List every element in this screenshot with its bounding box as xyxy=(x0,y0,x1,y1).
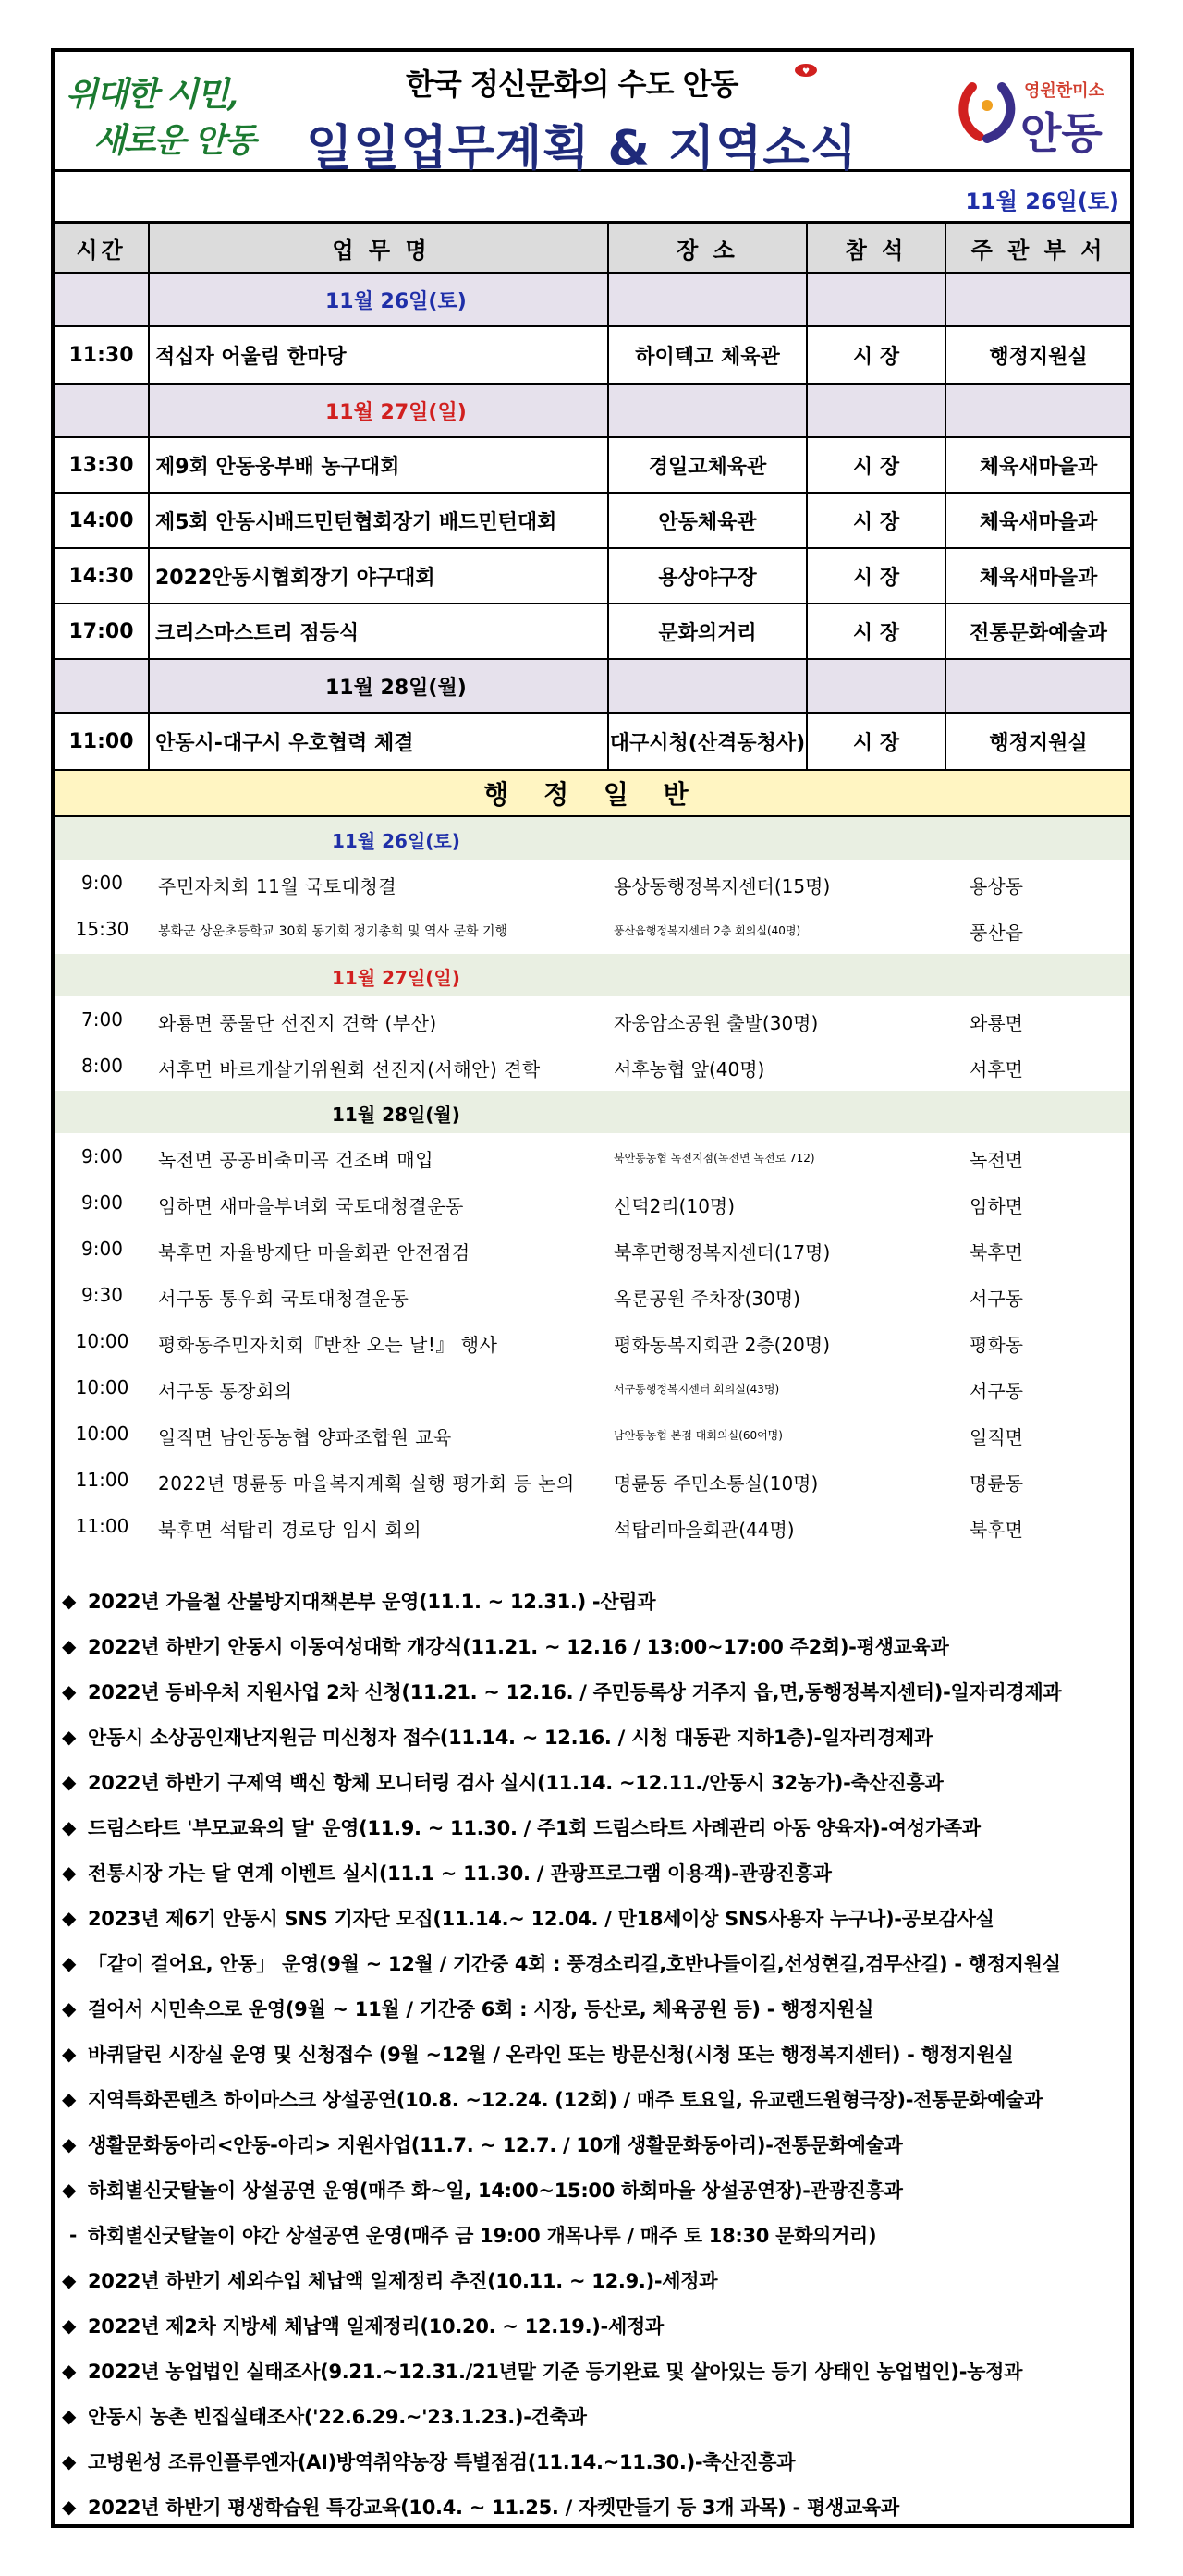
general-dept: 서구동 xyxy=(970,1288,1023,1310)
general-row xyxy=(55,906,1130,952)
column-header-attendee: 참 석 xyxy=(808,224,946,272)
general-place: 풍산읍행정복지센터 2층 회의실(40명) xyxy=(614,924,801,937)
day-row xyxy=(55,660,1130,714)
notice-text: 고병원성 조류인플루엔자(AI)방역취약농장 특별점검(11.14.~11.30.)-축산진흥과 xyxy=(88,2451,796,2473)
general-row xyxy=(55,1133,1130,1179)
day-label: 11월 26일(토) xyxy=(150,274,609,325)
notice-item xyxy=(62,1760,1125,1804)
row-task: 2022안동시협회장기 야구대회 xyxy=(150,549,609,603)
general-row xyxy=(55,996,1130,1043)
diamond-bullet-icon: ◆ xyxy=(62,2179,77,2201)
notice-text: 안동시 농촌 빈집실태조사('22.6.29.~'23.1.23.)-건축과 xyxy=(88,2406,587,2428)
general-dept: 명륜동 xyxy=(970,1472,1023,1495)
row-task: 제9회 안동웅부배 농구대회 xyxy=(150,438,609,492)
diamond-bullet-icon: ◆ xyxy=(62,2360,77,2382)
general-place: 북후면행정복지센터(17명) xyxy=(614,1241,831,1264)
notice-text: 2022년 농업법인 실태조사(9.21.~12.31./21년말 기준 등기완료 및 살아있는 등기 상태인 농업법인)-농정과 xyxy=(88,2361,1023,2383)
day-label: 11월 27일(일) xyxy=(150,385,609,436)
general-task: 평화동주민자치회『반찬 오는 날!』 행사 xyxy=(158,1334,498,1356)
diamond-bullet-icon: ◆ xyxy=(62,1635,77,1657)
general-day-label: 11월 27일(일) xyxy=(332,967,460,989)
row-attendee: 시 장 xyxy=(808,714,946,769)
notice-item xyxy=(62,1624,1125,1668)
diamond-bullet-icon: ◆ xyxy=(62,1862,77,1884)
diamond-bullet-icon: ◆ xyxy=(62,2314,77,2337)
general-place: 용상동행정복지센터(15명) xyxy=(614,875,831,897)
notice-text: 생활문화동아리<안동-아리> 지원사업(11.7. ~ 12.7. / 10개 생활문화동아리)-전통문화예술과 xyxy=(88,2134,903,2156)
general-task: 일직면 남안동농협 양파조합원 교육 xyxy=(158,1426,452,1448)
general-task: 2022년 명륜동 마을복지계획 실행 평가회 등 논의 xyxy=(158,1472,575,1495)
general-dept: 평화동 xyxy=(970,1334,1023,1356)
general-task: 와룡면 풍물단 선진지 견학 (부산) xyxy=(158,1012,437,1034)
table-row xyxy=(55,714,1130,771)
notice-item xyxy=(62,1715,1125,1759)
general-task: 서후면 바르게살기위원회 선진지(서해안) 견학 xyxy=(158,1058,541,1080)
day-label: 11월 28일(월) xyxy=(150,660,609,712)
general-time: 9:00 xyxy=(81,1145,123,1167)
notice-text: 2022년 하반기 세외수입 체납액 일제정리 추진(10.11. ~ 12.9.)-세정과 xyxy=(88,2270,718,2292)
general-place: 옥룬공원 주차장(30명) xyxy=(614,1288,800,1310)
row-place: 안동체육관 xyxy=(609,494,808,547)
column-header-task: 업 무 명 xyxy=(150,224,609,272)
day-row xyxy=(55,274,1130,327)
general-dept: 북후면 xyxy=(970,1519,1023,1541)
general-row xyxy=(55,1272,1130,1318)
table-row xyxy=(55,549,1130,604)
row-dept: 체육새마을과 xyxy=(979,455,1098,479)
general-time: 9:00 xyxy=(81,1238,123,1260)
row-task: 적십자 어울림 한마당 xyxy=(150,327,609,383)
general-day-row xyxy=(55,817,1130,860)
notice-item xyxy=(62,1669,1125,1714)
general-time: 11:00 xyxy=(75,1515,129,1537)
diamond-bullet-icon: ◆ xyxy=(62,1907,77,1929)
column-header-time: 시간 xyxy=(55,224,150,272)
notice-text: 하회별신굿탈놀이 상설공연 운영(매주 화~일, 14:00~15:00 하회마을 상설공연장)-관광진흥과 xyxy=(88,2179,903,2202)
current-date: 11월 26일(토) xyxy=(965,189,1119,214)
diamond-bullet-icon: ◆ xyxy=(62,2450,77,2472)
general-place: 서후농협 앞(40명) xyxy=(614,1058,765,1080)
notice-text: 드림스타트 '부모교육의 달' 운영(11.9. ~ 11.30. / 주1회 드림스타트 사례관리 아동 양육자)-여성가족과 xyxy=(88,1817,981,1839)
row-task: 안동시-대구시 우호협력 체결 xyxy=(150,714,609,769)
row-time: 14:30 xyxy=(55,549,150,603)
diamond-bullet-icon: ◆ xyxy=(62,1590,77,1612)
general-dept: 일직면 xyxy=(970,1426,1023,1448)
diamond-bullet-icon: ◆ xyxy=(62,2405,77,2427)
notice-text: 하회별신굿탈놀이 야간 상설공연 운영(매주 금 19:00 개목나루 / 매주 토 18:30 문화의거리) xyxy=(88,2225,877,2247)
general-task: 북후면 자율방재단 마을회관 안전점검 xyxy=(158,1241,470,1264)
notice-item xyxy=(62,1850,1125,1895)
general-place: 남안동농협 본점 대회의실(60여명) xyxy=(614,1429,783,1442)
table-row xyxy=(55,438,1130,494)
general-dept: 북후면 xyxy=(970,1241,1023,1264)
table-row xyxy=(55,604,1130,660)
notice-text: 지역특화콘텐츠 하이마스크 상설공연(10.8. ~12.24. (12회) / 매주 토요일, 유교랜드원형극장)-전통문화예술과 xyxy=(88,2089,1043,2111)
general-dept: 와룡면 xyxy=(970,1012,1023,1034)
notice-item xyxy=(62,1896,1125,1940)
row-attendee: 시 장 xyxy=(808,438,946,492)
general-task: 서구동 통우회 국토대청결운동 xyxy=(158,1288,409,1310)
general-row xyxy=(55,1318,1130,1364)
general-place: 평화동복지회관 2층(20명) xyxy=(614,1334,831,1356)
dash-bullet-icon: - xyxy=(69,2224,78,2246)
table-row xyxy=(55,494,1130,549)
general-place: 신덕2리(10명) xyxy=(614,1195,736,1217)
general-day-label: 11월 28일(월) xyxy=(332,1104,460,1126)
notice-item xyxy=(62,1986,1125,2031)
slogan-line-1: 위대한 시민, xyxy=(66,75,237,114)
notice-item xyxy=(62,2032,1125,2076)
notice-text: 2022년 등바우처 지원사업 2차 신청(11.21. ~ 12.16. / 주민등록상 거주지 읍,면,동행정복지센터)-일자리경제과 xyxy=(88,1681,1062,1703)
notice-text: 2022년 하반기 안동시 이동여성대학 개강식(11.21. ~ 12.16 / 13:00~17:00 주2회)-평생교육과 xyxy=(88,1636,949,1658)
notice-item xyxy=(62,2303,1125,2348)
diamond-bullet-icon: ◆ xyxy=(62,2269,77,2291)
notice-item xyxy=(62,1579,1125,1623)
notice-text: 바퀴달린 시장실 운영 및 신청접수 (9월 ~12월 / 온라인 또는 방문신청(시청 또는 행정복지센터) - 행정지원실 xyxy=(88,2044,1014,2066)
slogan-line-2: 새로운 안동 xyxy=(93,121,255,160)
notice-item xyxy=(62,2439,1125,2484)
general-time: 10:00 xyxy=(75,1422,129,1445)
document-frame xyxy=(51,48,1134,2528)
row-attendee: 시 장 xyxy=(808,494,946,547)
row-place: 경일고체육관 xyxy=(609,438,808,492)
notice-text: 2022년 하반기 평생학습원 특강교육(10.4. ~ 11.25. / 자켓만들기 등 3개 과목) - 평생교육과 xyxy=(88,2497,899,2519)
general-task: 임하면 새마을부녀회 국토대청결운동 xyxy=(158,1195,464,1217)
general-day-row xyxy=(55,954,1130,996)
general-time: 9:30 xyxy=(81,1284,123,1306)
general-row xyxy=(55,1457,1130,1503)
diamond-bullet-icon: ◆ xyxy=(62,1816,77,1838)
general-place: 서구동행정복지센터 회의실(43명) xyxy=(614,1383,780,1396)
general-admin-title: 행 정 일 반 xyxy=(55,771,1130,817)
row-task: 크리스마스트리 점등식 xyxy=(150,604,609,658)
diamond-bullet-icon: ◆ xyxy=(62,2088,77,2110)
sub-title: 한국 정신문화의 수도 안동 xyxy=(406,67,738,102)
main-title: 일일업무계획 & 지역소식 xyxy=(306,121,858,177)
notice-text: 2023년 제6기 안동시 SNS 기자단 모집(11.14.~ 12.04. / 만18세이상 SNS사용자 누구나)-공보감사실 xyxy=(88,1908,994,1930)
general-place: 명륜동 주민소통실(10명) xyxy=(614,1472,819,1495)
row-dept: 체육새마을과 xyxy=(979,566,1098,590)
notice-item xyxy=(62,2077,1125,2121)
notice-text: 걸어서 시민속으로 운영(9월 ~ 11월 / 기간중 6회 : 시장, 등산로, 체육공원 등) - 행정지원실 xyxy=(88,1998,874,2021)
general-day-label: 11월 26일(토) xyxy=(332,830,460,852)
row-place: 문화의거리 xyxy=(609,604,808,658)
general-task: 녹전면 공공비축미곡 건조벼 매입 xyxy=(158,1149,434,1171)
general-dept: 서구동 xyxy=(970,1380,1023,1402)
row-attendee: 시 장 xyxy=(808,327,946,383)
general-dept: 서후면 xyxy=(970,1058,1023,1080)
general-dept: 녹전면 xyxy=(970,1149,1023,1171)
diamond-bullet-icon: ◆ xyxy=(62,1726,77,1748)
document-header xyxy=(55,52,1130,177)
general-time: 9:00 xyxy=(81,1191,123,1214)
notice-item xyxy=(62,2122,1125,2167)
notice-item xyxy=(62,2213,1125,2257)
logo-small-text: 영원한미소 xyxy=(1024,81,1104,101)
column-header-place: 장 소 xyxy=(609,224,808,272)
row-attendee: 시 장 xyxy=(808,549,946,603)
general-task: 북후면 석탑리 경로당 임시 회의 xyxy=(158,1519,422,1541)
row-attendee: 시 장 xyxy=(808,604,946,658)
general-time: 10:00 xyxy=(75,1330,129,1352)
row-dept: 행정지원실 xyxy=(989,345,1088,369)
notice-item xyxy=(62,2167,1125,2212)
logo-big-text: 안동 xyxy=(1020,108,1103,158)
city-slogan xyxy=(66,61,297,163)
notice-text: 2022년 가을철 산불방지대책본부 운영(11.1. ~ 12.31.) -산림과 xyxy=(88,1591,656,1613)
day-row xyxy=(55,385,1130,438)
general-task: 서구동 통장회의 xyxy=(158,1380,293,1402)
general-time: 8:00 xyxy=(81,1055,123,1077)
row-task: 제5회 안동시배드민턴협회장기 배드민턴대회 xyxy=(150,494,609,547)
general-time: 7:00 xyxy=(81,1008,123,1031)
general-row xyxy=(55,1179,1130,1226)
general-dept: 풍산읍 xyxy=(970,922,1023,944)
row-dept: 체육새마을과 xyxy=(979,510,1098,534)
notice-item xyxy=(62,1941,1125,1985)
diamond-bullet-icon: ◆ xyxy=(62,2496,77,2518)
general-row xyxy=(55,1043,1130,1089)
row-place: 하이텍고 체육관 xyxy=(609,327,808,383)
row-place: 용상야구장 xyxy=(609,549,808,603)
row-time: 13:30 xyxy=(55,438,150,492)
notice-item xyxy=(62,2394,1125,2438)
notice-text: 2022년 하반기 구제역 백신 항체 모니터링 검사 실시(11.14. ~12.11./안동시 32농가)-축산진흥과 xyxy=(88,1772,944,1794)
logo-mark-icon xyxy=(956,78,1020,148)
general-time: 15:30 xyxy=(75,918,129,940)
general-day-row xyxy=(55,1091,1130,1133)
notice-item xyxy=(62,2349,1125,2393)
svg-text:♥: ♥ xyxy=(801,67,811,77)
general-place: 자웅암소공원 출발(30명) xyxy=(614,1012,819,1034)
general-row xyxy=(55,860,1130,906)
general-dept: 임하면 xyxy=(970,1195,1023,1217)
table-row xyxy=(55,327,1130,385)
general-row xyxy=(55,1364,1130,1410)
notice-text: 2022년 제2차 지방세 체납액 일제정리(10.20. ~ 12.19.)-세정과 xyxy=(88,2315,664,2338)
andong-logo xyxy=(956,70,1122,158)
table-header-row xyxy=(55,224,1130,274)
column-header-dept: 주 관 부 서 xyxy=(970,237,1106,263)
general-place: 북안동농협 녹전지점(녹전면 녹전로 712) xyxy=(614,1152,815,1165)
general-row xyxy=(55,1410,1130,1457)
row-time: 17:00 xyxy=(55,604,150,658)
diamond-bullet-icon: ◆ xyxy=(62,2133,77,2155)
diamond-bullet-icon: ◆ xyxy=(62,1771,77,1793)
notice-item xyxy=(62,1805,1125,1850)
diamond-bullet-icon: ◆ xyxy=(62,1997,77,2020)
general-time: 11:00 xyxy=(75,1469,129,1491)
row-time: 11:30 xyxy=(55,327,150,383)
general-place: 석탑리마을회관(44명) xyxy=(614,1519,795,1541)
row-dept: 전통문화예술과 xyxy=(970,621,1107,645)
notice-text: 「같이 걸어요, 안동」 운영(9월 ~ 12월 / 기간중 4회 : 풍경소리길,호반나들이길,선성현길,검무산길) - 행정지원실 xyxy=(88,1953,1061,1975)
general-time: 9:00 xyxy=(81,872,123,894)
row-time: 11:00 xyxy=(55,714,150,769)
notice-text: 안동시 소상공인재난지원금 미신청자 접수(11.14. ~ 12.16. / 시청 대동관 지하1층)-일자리경제과 xyxy=(88,1727,933,1749)
general-row xyxy=(55,1226,1130,1272)
notice-item xyxy=(62,2258,1125,2302)
diamond-bullet-icon: ◆ xyxy=(62,1952,77,1974)
notice-item xyxy=(62,2484,1125,2529)
row-place: 대구시청(산격동청사) xyxy=(609,714,808,769)
row-dept: 행정지원실 xyxy=(989,731,1088,755)
diamond-bullet-icon: ◆ xyxy=(62,2043,77,2065)
general-dept: 용상동 xyxy=(970,875,1023,897)
notice-text: 전통시장 가는 달 연계 이벤트 실시(11.1 ~ 11.30. / 관광프로그램 이용객)-관광진흥과 xyxy=(88,1862,832,1885)
general-row xyxy=(55,1503,1130,1549)
date-row xyxy=(55,172,1130,224)
general-time: 10:00 xyxy=(75,1376,129,1398)
heart-icon xyxy=(794,63,818,78)
diamond-bullet-icon: ◆ xyxy=(62,1680,77,1703)
general-task: 주민자치회 11월 국토대청결 xyxy=(158,875,397,897)
row-time: 14:00 xyxy=(55,494,150,547)
general-task: 봉화군 상운초등학교 30회 동기회 정기총회 및 역사 문화 기행 xyxy=(158,924,507,939)
